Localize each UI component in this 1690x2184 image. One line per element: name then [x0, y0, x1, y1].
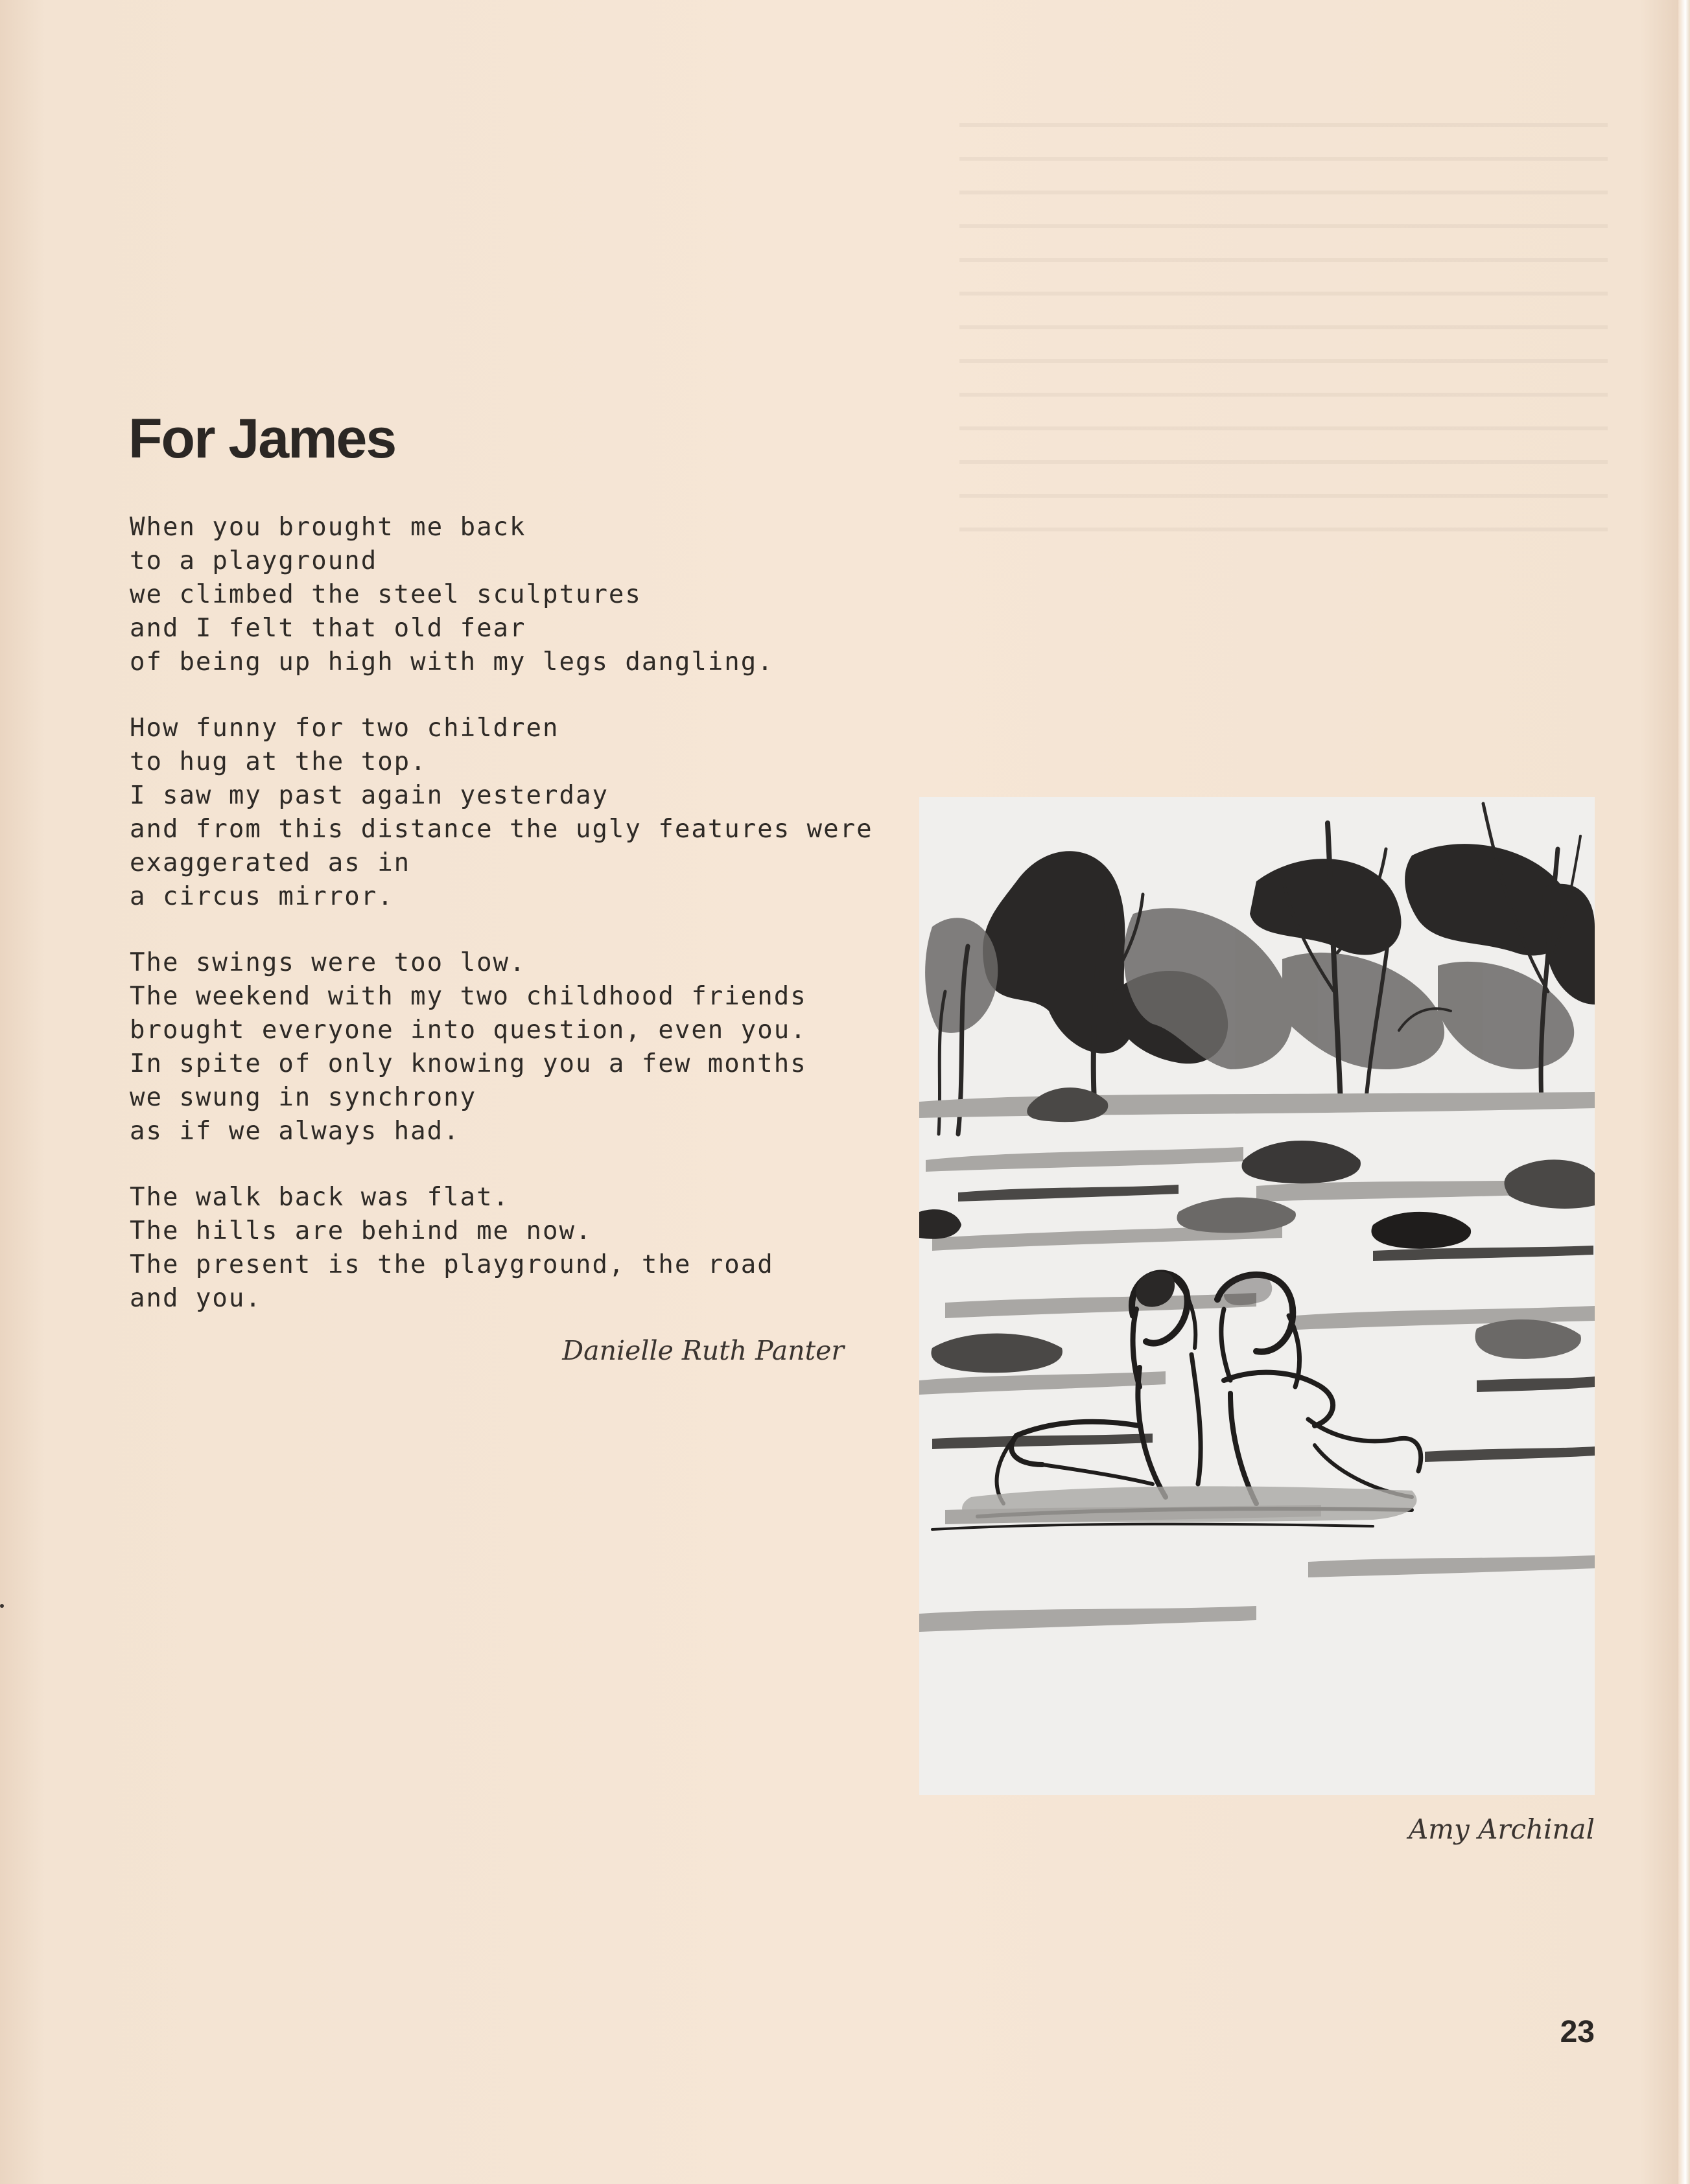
poem-line: The walk back was flat.: [130, 1183, 510, 1212]
poem-line: and you.: [130, 1284, 262, 1313]
poem-line: The swings were too low.: [130, 948, 526, 977]
poem-line: How funny for two children: [130, 714, 559, 743]
rock-under-figures: [962, 1486, 1416, 1523]
stanza-3: [130, 946, 908, 1148]
poem-line: The present is the playground, the road: [130, 1250, 774, 1279]
binding-mark: [0, 1604, 4, 1608]
poem-line: we climbed the steel sculptures: [130, 580, 642, 609]
stanza-4: [130, 1181, 908, 1316]
stanza-1: [130, 511, 908, 679]
poem-line: In spite of only knowing you a few months: [130, 1049, 807, 1078]
illustration-credit: Amy Archinal: [1408, 1813, 1595, 1845]
poem-line: brought everyone into question, even you.: [130, 1016, 807, 1045]
poem-line: The weekend with my two childhood friends: [130, 982, 807, 1011]
poem-line: of being up high with my legs dangling.: [130, 647, 774, 677]
couple-by-river-drawing: [919, 797, 1595, 1795]
poem-line: exaggerated as in: [130, 848, 411, 877]
poem-line: and I felt that old fear: [130, 614, 526, 643]
stanza-2: [130, 712, 908, 914]
poem-line: and from this distance the ugly features were: [130, 815, 873, 844]
poem-line: I saw my past again yesterday: [130, 781, 609, 810]
poem-line: a circus mirror.: [130, 882, 394, 911]
ink-illustration: [919, 797, 1595, 1795]
poem-line: The hills are behind me now.: [130, 1216, 593, 1246]
bleed-through-text: [959, 104, 1608, 557]
page-number: 23: [1560, 2015, 1595, 2049]
poem-line: to hug at the top.: [130, 747, 427, 776]
poem-author: Danielle Ruth Panter: [562, 1335, 844, 1366]
poem-line: to a playground: [130, 546, 378, 575]
poem-title: For James: [128, 408, 396, 470]
poem-line: When you brought me back: [130, 513, 526, 542]
poem-line: we swung in synchrony: [130, 1083, 477, 1112]
poem-line: as if we always had.: [130, 1117, 460, 1146]
poem-body: [130, 511, 908, 1348]
page-edge: [1678, 0, 1690, 2184]
